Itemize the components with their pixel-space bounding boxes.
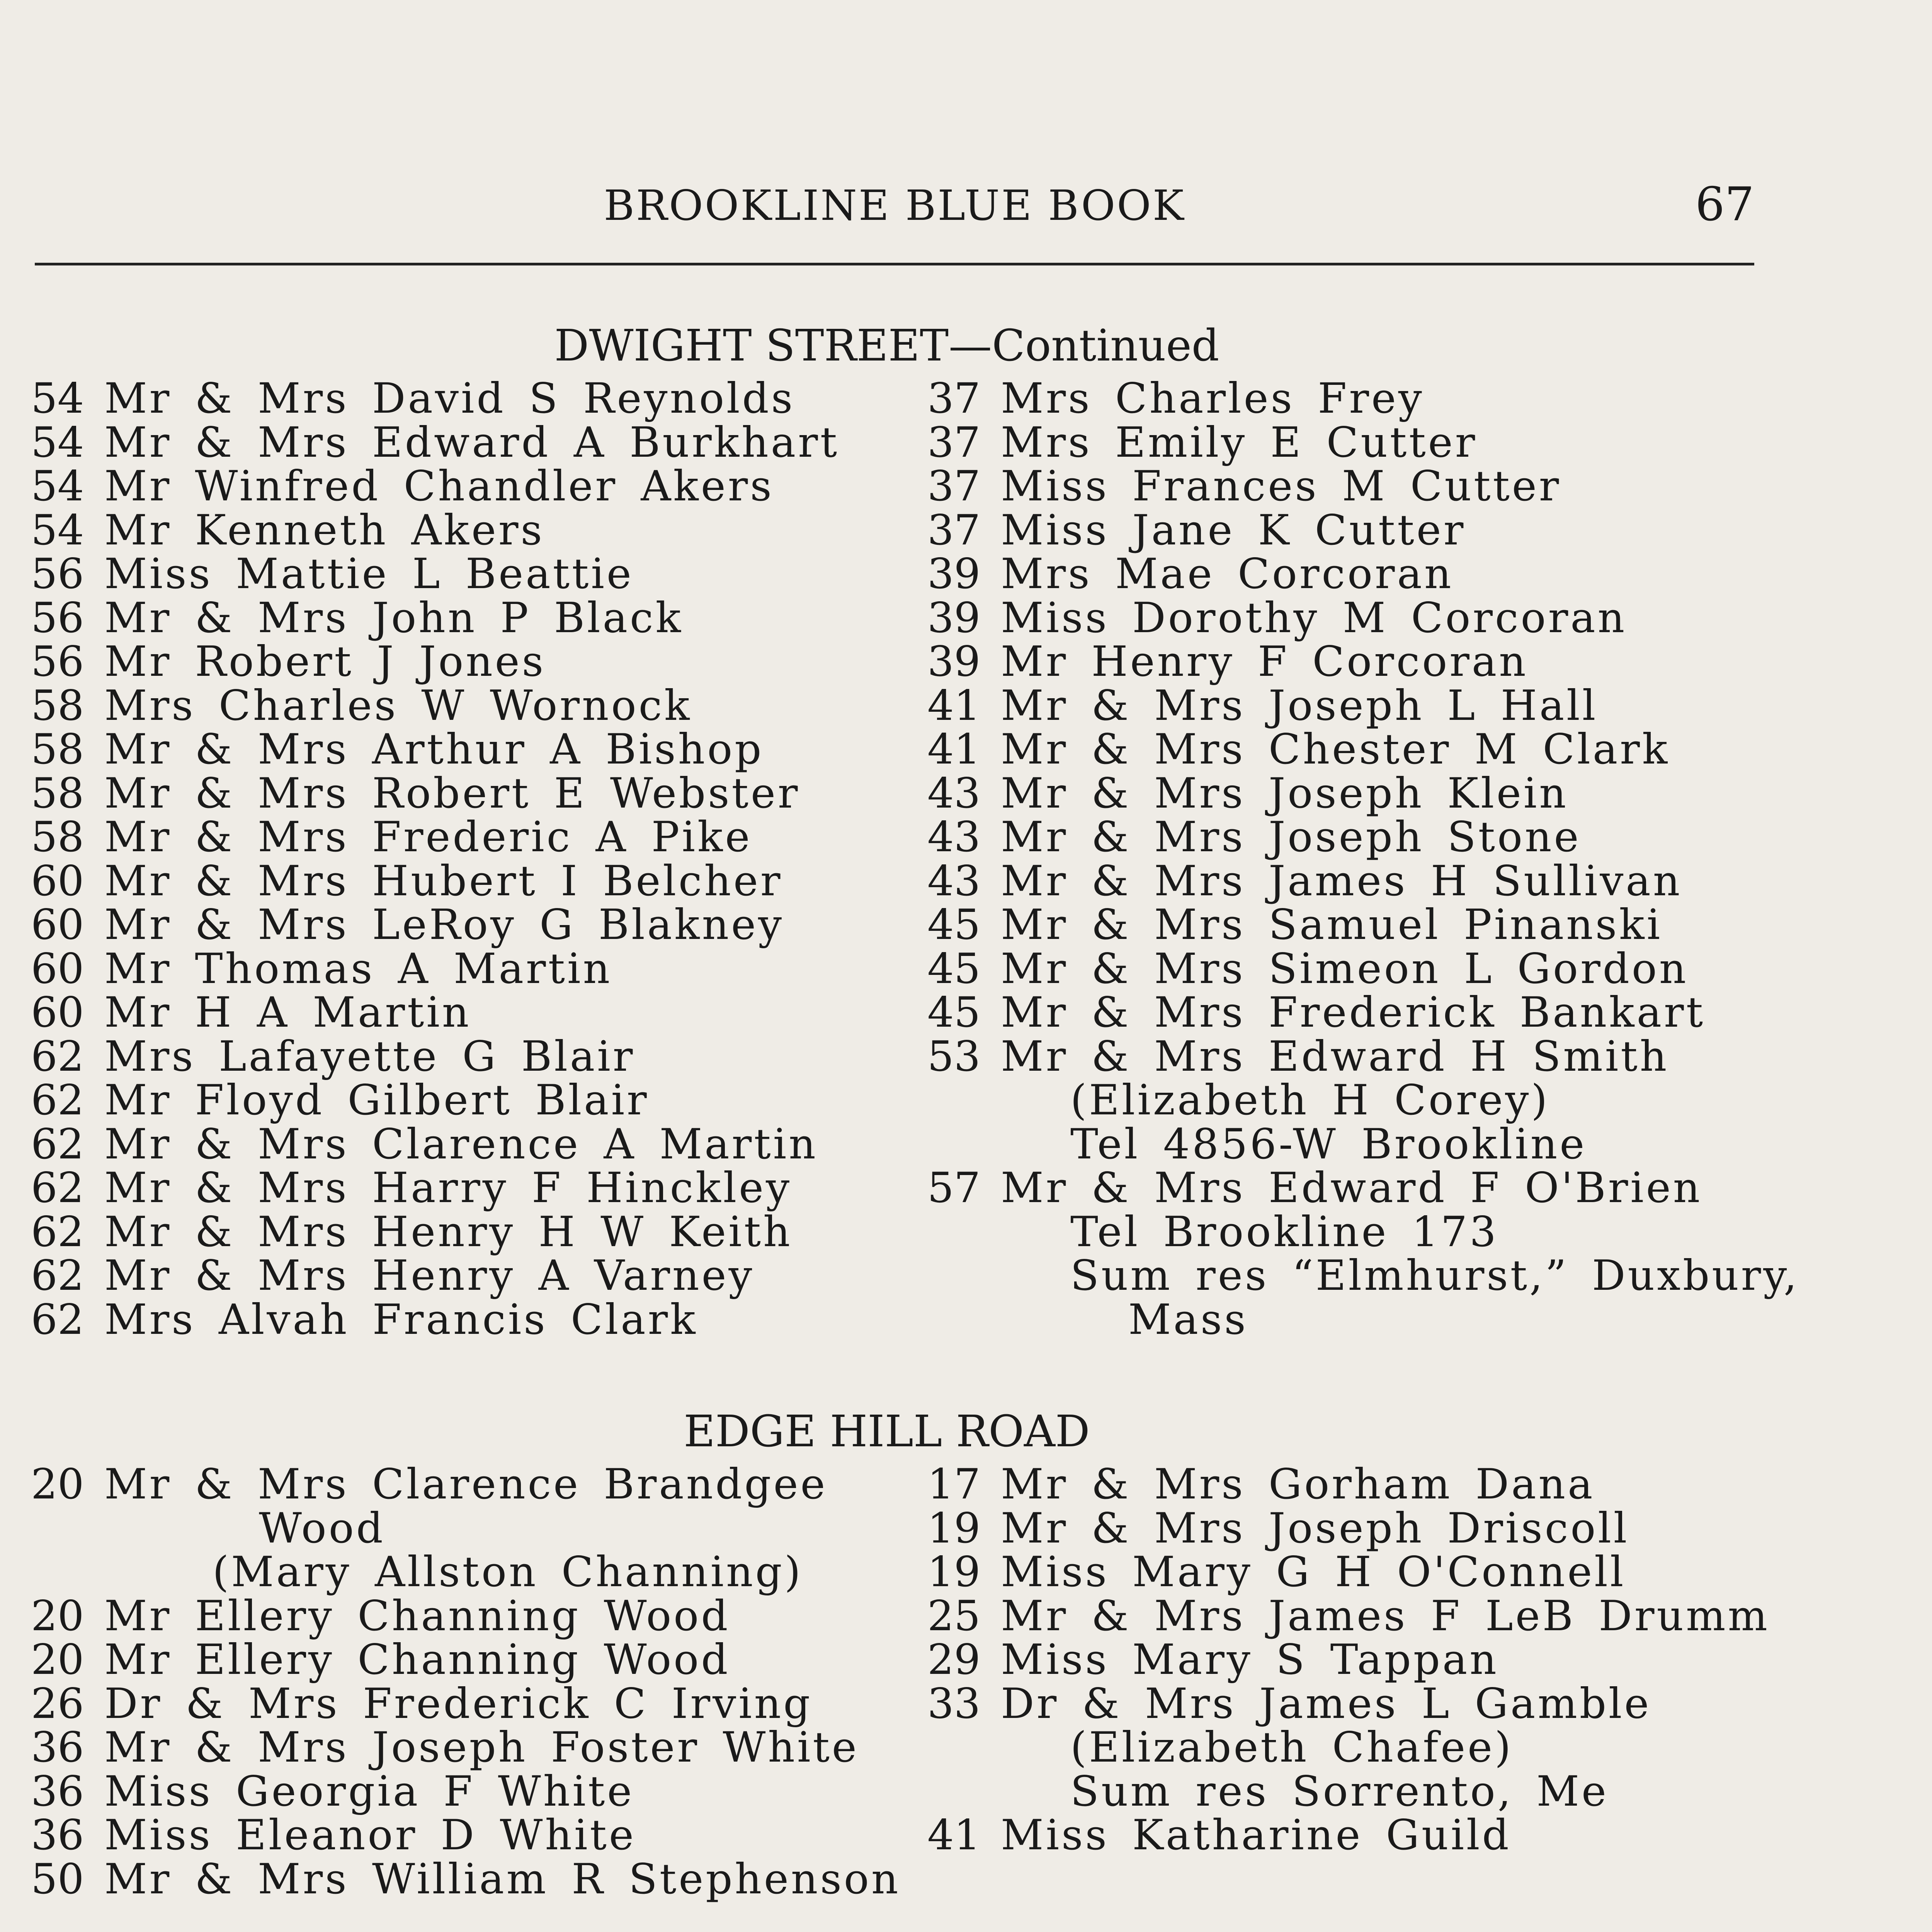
house-number: 26 xyxy=(31,1679,84,1728)
house-number: 43 xyxy=(927,857,981,905)
house-number: 58 xyxy=(31,681,84,730)
resident-name: Miss Georgia F White xyxy=(104,1767,634,1816)
directory-entry xyxy=(31,506,839,554)
resident-name: Mr Ellery Channing Wood xyxy=(104,1592,730,1640)
directory-entry xyxy=(31,1254,839,1298)
page-header xyxy=(35,178,1754,236)
resident-name: Mr & Mrs Simeon L Gordon xyxy=(1001,944,1689,993)
directory-entry xyxy=(31,1122,839,1167)
directory-entry xyxy=(31,944,839,993)
directory-entry xyxy=(31,1166,839,1210)
resident-name: Mr Robert J Jones xyxy=(104,638,546,686)
house-number: 41 xyxy=(927,681,981,730)
resident-name: Mr & Mrs Clarence Brandgee xyxy=(104,1460,828,1509)
house-number: 37 xyxy=(927,418,981,467)
resident-name: Mr & Mrs Joseph L Hall xyxy=(1001,681,1598,730)
directory-entry xyxy=(927,1032,1799,1081)
edge-hill-right-column xyxy=(927,1460,1770,1859)
resident-name: Mr H A Martin xyxy=(104,988,471,1037)
resident-name: Mr & Mrs Edward A Burkhart xyxy=(104,418,840,467)
house-number: 36 xyxy=(31,1767,84,1816)
resident-name: Mr & Mrs Hubert I Belcher xyxy=(104,857,783,905)
resident-name: Tel Brookline 173 xyxy=(1070,1208,1498,1256)
house-number: 20 xyxy=(31,1460,84,1509)
house-number xyxy=(927,1726,1001,1770)
house-number: 60 xyxy=(31,901,84,949)
directory-entry xyxy=(31,1032,839,1081)
house-number: 36 xyxy=(31,1811,84,1859)
house-number: 62 xyxy=(31,1208,84,1256)
resident-name: Mr & Mrs Frederic A Pike xyxy=(104,813,752,861)
resident-name: Miss Mary G H O'Connell xyxy=(1001,1548,1626,1596)
resident-name: Mr & Mrs Joseph Klein xyxy=(1001,769,1568,818)
house-number xyxy=(31,1507,104,1551)
resident-name: Sum res “Elmhurst,” Duxbury, xyxy=(1070,1252,1799,1300)
resident-name: (Mary Allston Channing) xyxy=(213,1548,803,1596)
resident-name: Mrs Alvah Francis Clark xyxy=(104,1295,698,1344)
resident-name: Mrs Emily E Cutter xyxy=(1001,418,1478,467)
directory-entry xyxy=(31,1460,900,1509)
house-number: 37 xyxy=(927,462,981,510)
resident-name: Mrs Mae Corcoran xyxy=(1001,550,1454,598)
house-number xyxy=(927,1254,1001,1298)
house-number: 56 xyxy=(31,638,84,686)
house-number: 54 xyxy=(31,418,84,467)
house-number xyxy=(927,1078,1001,1122)
resident-name: Mr Kenneth Akers xyxy=(104,506,544,554)
resident-name: Mr & Mrs John P Black xyxy=(104,594,683,642)
resident-name: Mr & Mrs Henry A Varney xyxy=(104,1252,755,1300)
directory-entry xyxy=(927,418,1799,467)
resident-name: Sum res Sorrento, Me xyxy=(1070,1767,1609,1816)
directory-entry xyxy=(927,506,1799,554)
resident-name: Mr Winfred Chandler Akers xyxy=(104,462,774,510)
resident-name: Mr & Mrs Edward H Smith xyxy=(1001,1032,1669,1081)
house-number: 58 xyxy=(31,769,84,818)
directory-entry xyxy=(927,1122,1799,1167)
resident-name: Wood xyxy=(259,1504,385,1553)
house-number: 60 xyxy=(31,988,84,1037)
house-number: 37 xyxy=(927,506,981,554)
section-title-edge-hill: EDGE HILL ROAD xyxy=(684,1406,1090,1457)
resident-name: Miss Frances M Cutter xyxy=(1001,462,1561,510)
house-number xyxy=(927,1770,1001,1814)
directory-entry xyxy=(31,988,839,1037)
resident-name: Mass xyxy=(1128,1295,1248,1344)
resident-name: Mr & Mrs Edward F O'Brien xyxy=(1001,1164,1702,1212)
resident-name: Tel 4856-W Brookline xyxy=(1070,1120,1587,1168)
house-number: 62 xyxy=(31,1120,84,1168)
house-number: 19 xyxy=(927,1548,981,1596)
resident-name: Miss Jane K Cutter xyxy=(1001,506,1466,554)
house-number xyxy=(31,1550,104,1594)
resident-name: Mr Ellery Channing Wood xyxy=(104,1636,730,1684)
directory-entry xyxy=(31,1594,900,1638)
house-number: 54 xyxy=(31,374,84,423)
resident-name: Mrs Charles W Wornock xyxy=(104,681,692,730)
resident-name: Mr & Mrs Frederick Bankart xyxy=(1001,988,1706,1037)
house-number: 62 xyxy=(31,1252,84,1300)
resident-name: (Elizabeth Chafee) xyxy=(1070,1723,1514,1772)
directory-entry xyxy=(927,1638,1770,1682)
resident-name: Mrs Lafayette G Blair xyxy=(104,1032,635,1081)
directory-entry xyxy=(31,1295,839,1344)
directory-entry xyxy=(31,640,839,684)
house-number: 62 xyxy=(31,1076,84,1124)
resident-name: Mr & Mrs Joseph Stone xyxy=(1001,813,1581,861)
house-number: 17 xyxy=(927,1460,981,1509)
resident-name: Mr & Mrs Henry H W Keith xyxy=(104,1208,793,1256)
house-number: 36 xyxy=(31,1723,84,1772)
house-number: 57 xyxy=(927,1164,981,1212)
resident-name: Miss Mary S Tappan xyxy=(1001,1636,1499,1684)
dwight-right-column xyxy=(927,374,1799,1344)
resident-name: Dr & Mrs James L Gamble xyxy=(1001,1679,1651,1728)
house-number xyxy=(927,1298,1001,1342)
resident-name: Mr Floyd Gilbert Blair xyxy=(104,1076,649,1124)
directory-entry xyxy=(31,1210,839,1254)
resident-name: Miss Katharine Guild xyxy=(1001,1811,1511,1859)
directory-entry xyxy=(31,725,839,774)
directory-entry xyxy=(31,859,839,903)
resident-name: Mr & Mrs Samuel Pinanski xyxy=(1001,901,1663,949)
resident-name: Mr & Mrs James H Sullivan xyxy=(1001,857,1682,905)
resident-name: Miss Eleanor D White xyxy=(104,1811,636,1859)
running-title: BROOKLINE BLUE BOOK xyxy=(604,182,1185,230)
edge-hill-left-column xyxy=(31,1460,901,1903)
directory-entry xyxy=(31,903,839,947)
house-number: 45 xyxy=(927,988,981,1037)
directory-entry xyxy=(927,1254,1799,1298)
house-number: 50 xyxy=(31,1855,84,1903)
directory-entry xyxy=(31,1767,900,1816)
directory-entry xyxy=(31,815,839,859)
directory-entry xyxy=(927,1594,1770,1638)
house-number: 45 xyxy=(927,901,981,949)
house-number: 45 xyxy=(927,944,981,993)
resident-name: Mr & Mrs Joseph Driscoll xyxy=(1001,1504,1629,1553)
resident-name: Mr & Mrs Harry F Hinckley xyxy=(104,1164,792,1212)
directory-entry xyxy=(927,988,1799,1037)
resident-name: Mr & Mrs Clarence A Martin xyxy=(104,1120,818,1168)
house-number: 54 xyxy=(31,462,84,510)
directory-entry xyxy=(927,769,1799,818)
directory-entry xyxy=(31,681,839,730)
directory-entry xyxy=(927,1295,1799,1344)
house-number: 43 xyxy=(927,813,981,861)
house-number: 54 xyxy=(31,506,84,554)
house-number: 33 xyxy=(927,1679,981,1728)
house-number: 58 xyxy=(31,725,84,774)
directory-entry xyxy=(927,1723,1770,1772)
house-number: 60 xyxy=(31,857,84,905)
directory-entry xyxy=(927,374,1799,423)
directory-entry xyxy=(31,1638,900,1682)
resident-name: Mr Henry F Corcoran xyxy=(1001,638,1528,686)
resident-name: Mr & Mrs Gorham Dana xyxy=(1001,1460,1595,1509)
directory-entry xyxy=(927,464,1799,509)
directory-entry xyxy=(31,1679,900,1728)
directory-entry xyxy=(927,1767,1770,1816)
directory-entry xyxy=(31,769,839,818)
directory-entry xyxy=(31,1813,900,1857)
resident-name: Miss Dorothy M Corcoran xyxy=(1001,594,1627,642)
directory-entry xyxy=(927,1078,1799,1122)
house-number: 43 xyxy=(927,769,981,818)
house-number: 39 xyxy=(927,594,981,642)
directory-entry xyxy=(927,1504,1770,1553)
house-number: 37 xyxy=(927,374,981,423)
directory-entry xyxy=(927,596,1799,640)
directory-entry xyxy=(927,815,1799,859)
directory-entry xyxy=(927,1813,1770,1857)
directory-entry xyxy=(31,374,839,423)
directory-entry xyxy=(927,1679,1770,1728)
directory-entry xyxy=(927,1166,1799,1210)
resident-name: Mr & Mrs William R Stephenson xyxy=(104,1855,901,1903)
house-number xyxy=(927,1122,1001,1167)
directory-entry xyxy=(31,1504,900,1553)
house-number: 62 xyxy=(31,1164,84,1212)
house-number: 60 xyxy=(31,944,84,993)
directory-entry xyxy=(927,1550,1770,1594)
directory-entry xyxy=(31,1078,839,1122)
directory-entry xyxy=(927,903,1799,947)
directory-entry xyxy=(927,859,1799,903)
resident-name: Mr & Mrs Arthur A Bishop xyxy=(104,725,764,774)
page-number: 67 xyxy=(1695,178,1754,231)
house-number: 56 xyxy=(31,550,84,598)
house-number: 20 xyxy=(31,1592,84,1640)
house-number: 53 xyxy=(927,1032,981,1081)
house-number: 29 xyxy=(927,1636,981,1684)
house-number: 41 xyxy=(927,1811,981,1859)
directory-entry xyxy=(927,681,1799,730)
house-number: 39 xyxy=(927,638,981,686)
resident-name: Miss Mattie L Beattie xyxy=(104,550,634,598)
directory-entry xyxy=(31,418,840,467)
resident-name: Mr & Mrs LeRoy G Blakney xyxy=(104,901,784,949)
section-title-dwight: DWIGHT STREET—Continued xyxy=(554,321,1219,371)
house-number: 62 xyxy=(31,1032,84,1081)
resident-name: Mr & Mrs Joseph Foster White xyxy=(104,1723,859,1772)
resident-name: Mr & Mrs James F LeB Drumm xyxy=(1001,1592,1770,1640)
house-number: 39 xyxy=(927,550,981,598)
house-number: 62 xyxy=(31,1295,84,1344)
directory-entry xyxy=(31,464,839,509)
house-number xyxy=(927,1210,1001,1254)
house-number: 41 xyxy=(927,725,981,774)
resident-name: Mr & Mrs David S Reynolds xyxy=(104,374,795,423)
directory-entry xyxy=(927,944,1799,993)
resident-name: Mr & Mrs Chester M Clark xyxy=(1001,725,1670,774)
directory-entry xyxy=(927,552,1799,596)
directory-entry xyxy=(31,596,839,640)
header-rule xyxy=(35,263,1754,265)
resident-name: (Elizabeth H Corey) xyxy=(1070,1076,1550,1124)
house-number: 19 xyxy=(927,1504,981,1553)
resident-name: Mr Thomas A Martin xyxy=(104,944,612,993)
resident-name: Dr & Mrs Frederick C Irving xyxy=(104,1679,813,1728)
directory-entry xyxy=(927,1460,1770,1509)
house-number: 58 xyxy=(31,813,84,861)
directory-entry xyxy=(31,1723,900,1772)
directory-entry xyxy=(927,725,1799,774)
directory-entry xyxy=(927,1210,1799,1254)
house-number: 20 xyxy=(31,1636,84,1684)
directory-entry xyxy=(31,552,839,596)
house-number: 25 xyxy=(927,1592,981,1640)
directory-entry xyxy=(31,1857,900,1901)
house-number: 56 xyxy=(31,594,84,642)
resident-name: Mr & Mrs Robert E Webster xyxy=(104,769,800,818)
directory-entry xyxy=(31,1550,900,1594)
dwight-left-column xyxy=(31,374,840,1344)
directory-entry xyxy=(927,640,1799,684)
resident-name: Mrs Charles Frey xyxy=(1001,374,1424,423)
